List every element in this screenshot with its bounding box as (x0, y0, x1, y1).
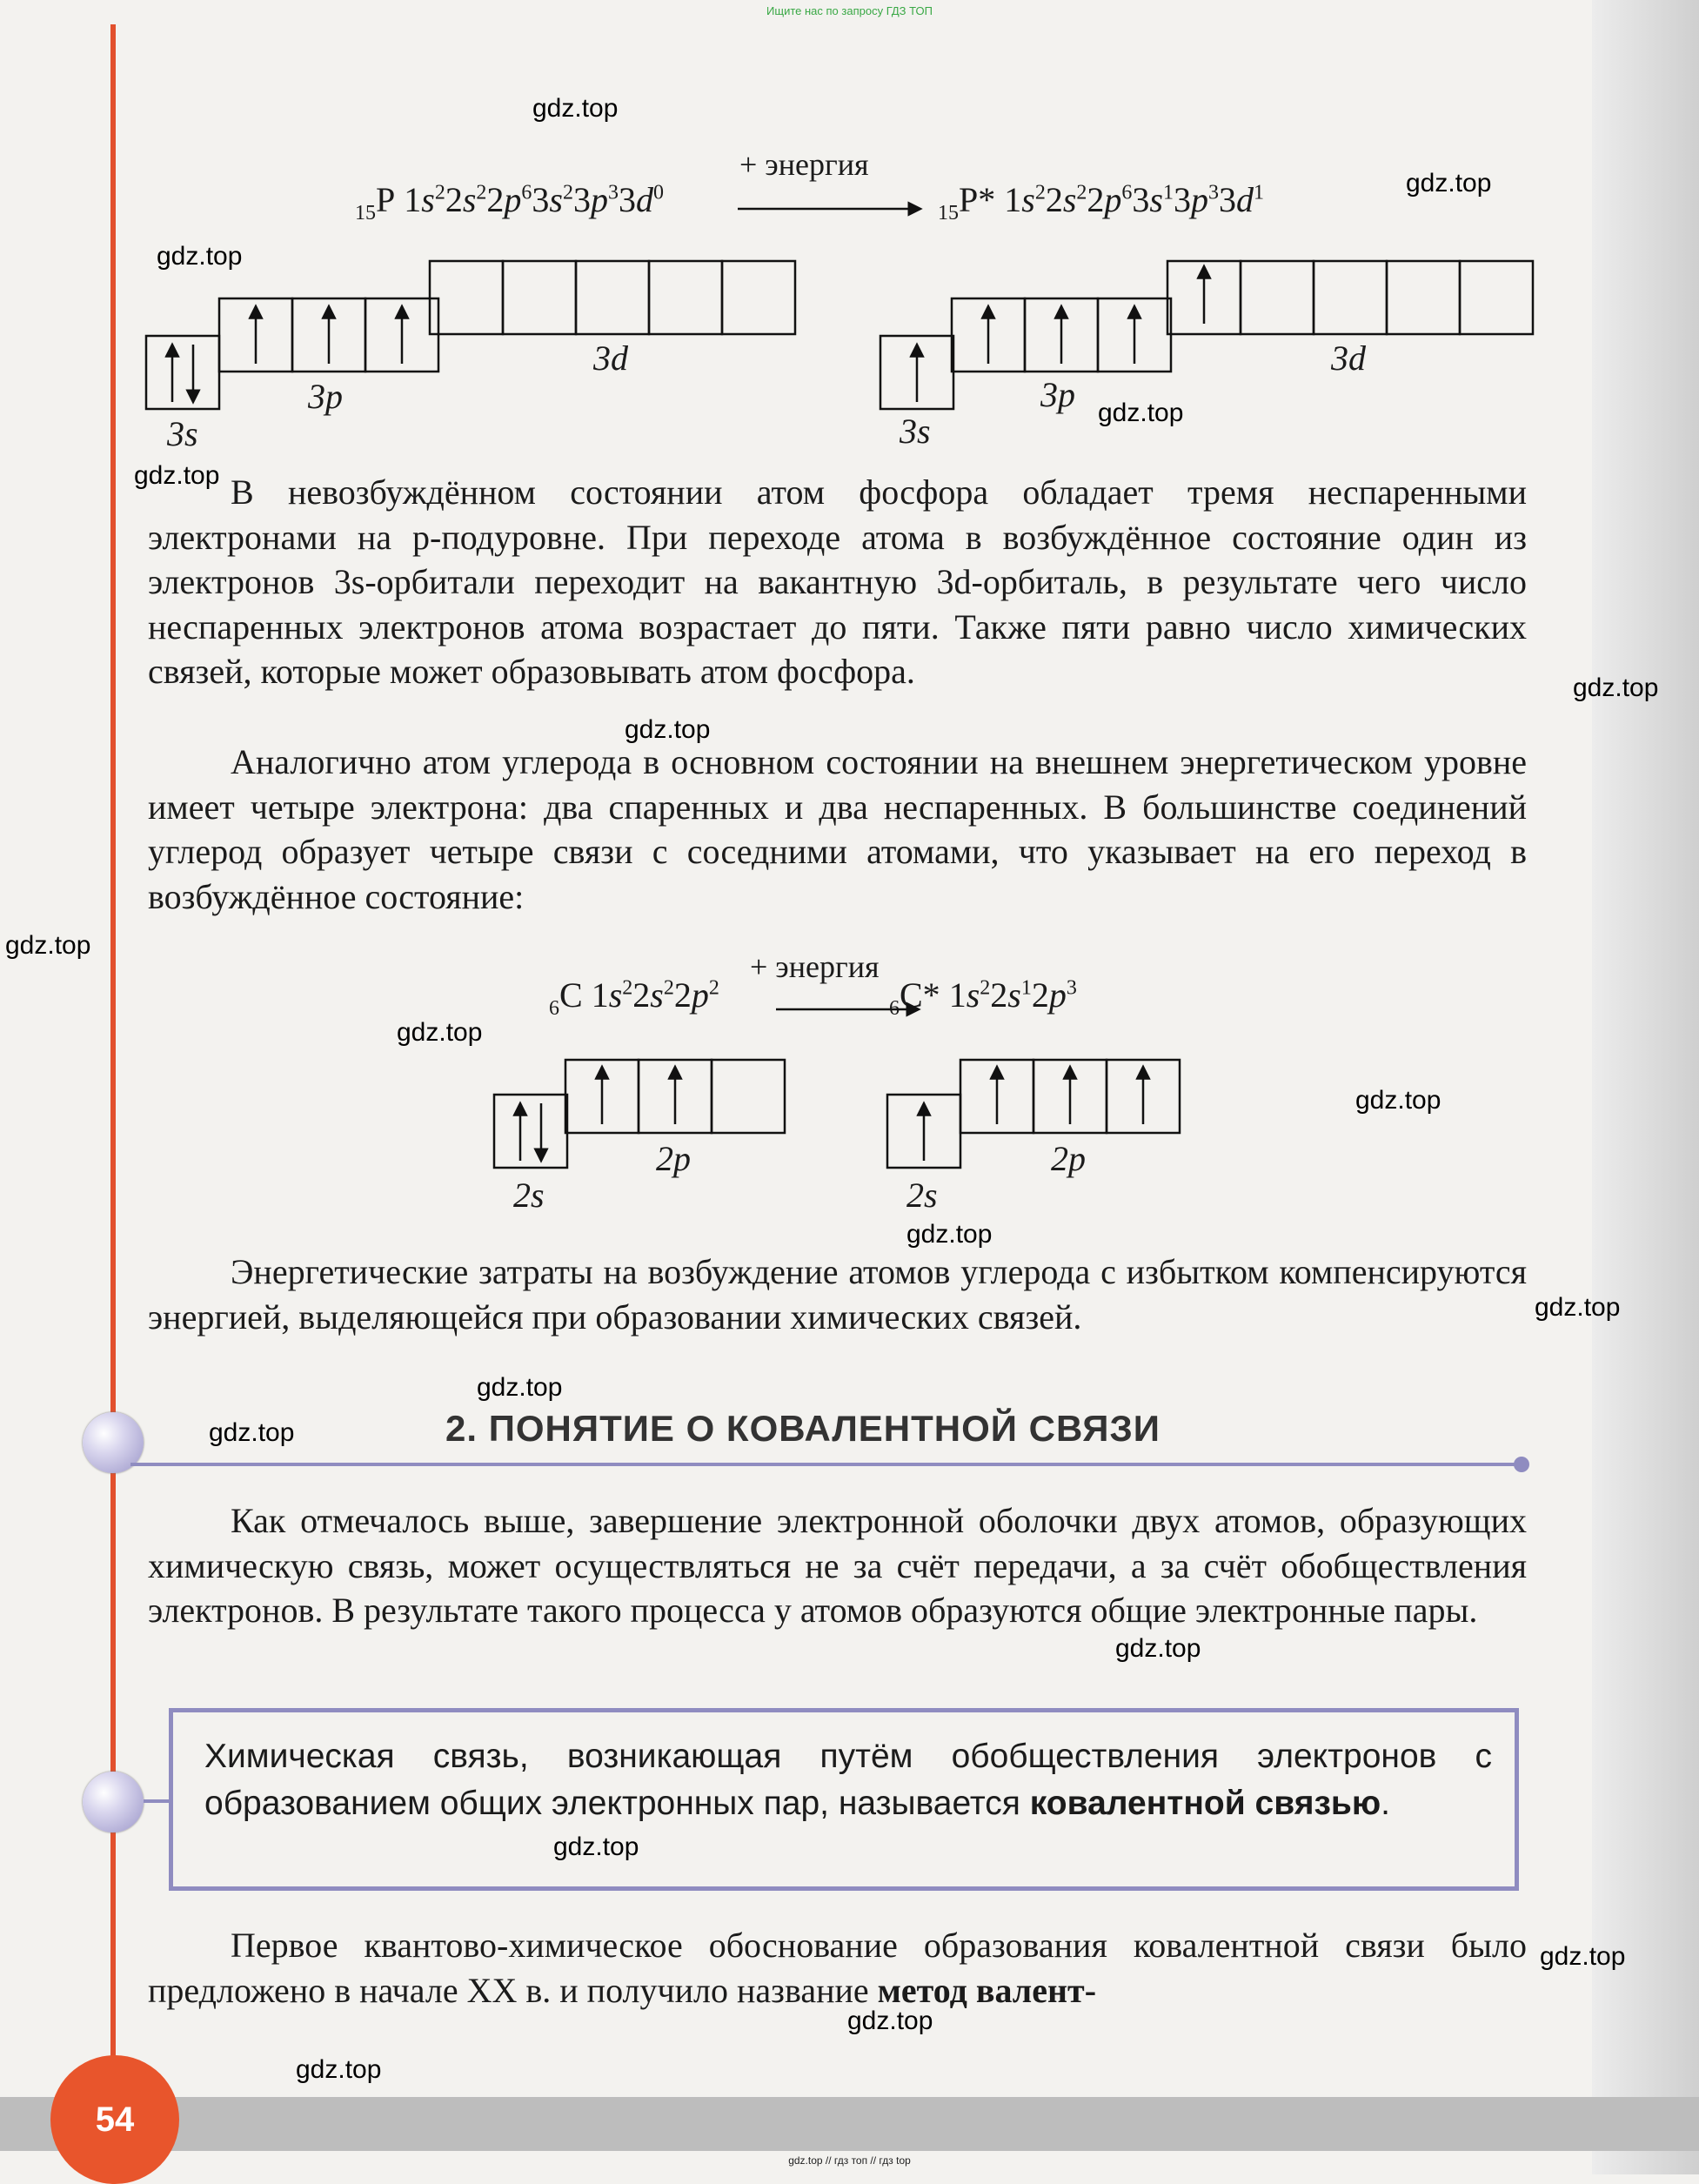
orbital-occupancy: 3 (1207, 181, 1219, 204)
definition-bullet (83, 1772, 144, 1832)
orbital-letter: s (421, 180, 435, 219)
method-term: метод валент- (877, 1970, 1097, 2010)
orbital-letter: d (1235, 180, 1254, 219)
orbital-letter: s (549, 180, 563, 219)
orbital-letter: p (691, 975, 709, 1015)
c-excited-2s-label: 2s (906, 1176, 938, 1215)
bottom-note: gdz.top // гдз топ // гдз top (788, 2154, 911, 2167)
orbital-letter: p (1104, 180, 1122, 219)
orbital-occupancy: 1 (1020, 976, 1032, 1000)
orbital-level: 3 (1173, 180, 1191, 219)
orbital-letter: s (1149, 180, 1163, 219)
orbital-letter: s (608, 975, 623, 1015)
orbital-letter: s (1062, 180, 1077, 219)
orbital-occupancy: 3 (1066, 976, 1077, 1000)
orbital-letter: p (1190, 180, 1208, 219)
top-note: Ищите нас по запросу ГДЗ ТОП (766, 4, 933, 17)
c-ground-2s-label: 2s (513, 1176, 545, 1215)
orbital-occupancy: 6 (1121, 181, 1133, 204)
p-ground-3d-label: 3d (593, 338, 628, 378)
p-excited-3p-label: 3p (1040, 375, 1075, 414)
phosphorus-excited-formula: $_{15}$P* $1s^22s^22p^63s^13p^33d^1$ (938, 180, 1264, 224)
paragraph-method: Первое квантово-химическое обоснование образования ковалентной связи было предложено в начале XX в. и получило название метод валент- (148, 1926, 1527, 2010)
section-title: 2. ПОНЯТИЕ О КОВАЛЕНТНОЙ СВЯЗИ (445, 1408, 1161, 1449)
watermark: gdz.top (1535, 1293, 1621, 1322)
orbital-level: 3 (572, 180, 591, 219)
orbital-occupancy: 0 (652, 181, 664, 204)
orbital-occupancy: 1 (1253, 181, 1264, 204)
watermark: gdz.top (847, 2006, 933, 2035)
orbital-occupancy: 2 (622, 976, 633, 1000)
orbital-level: 1 (591, 975, 609, 1015)
definition-connector (144, 1799, 171, 1803)
orbital-letter: p (1048, 975, 1067, 1015)
orbital-level: 2 (990, 975, 1008, 1015)
orbital-occupancy: 2 (476, 181, 487, 204)
p-excited-3s-label: 3s (900, 412, 931, 451)
orbital-occupancy: 3 (607, 181, 619, 204)
orbital-occupancy: 2 (562, 181, 573, 204)
carbon-excited-formula: $_6$C* $1s^22s^12p^3$ (889, 975, 1077, 1020)
orbital-letter: p (590, 180, 608, 219)
watermark: gdz.top (532, 94, 619, 123)
definition-term: ковалентной связью (1029, 1785, 1381, 1822)
orbital-occupancy: 2 (434, 181, 445, 204)
orbital-occupancy: 2 (708, 976, 719, 1000)
orbital-letter: s (462, 180, 477, 219)
orbital-level: 2 (486, 180, 505, 219)
orbital-letter: p (504, 180, 522, 219)
orbital-level: 2 (445, 180, 463, 219)
paragraph-phosphorus: В невозбуждённом состоянии атом фосфора обладает тремя неспаренными электронами на p-подуровне. При переходе атома в возбуждённое состояние один из электронов 3s-орбитали переходит на вакантную 3d-орбиталь, в результате чего число неспаренных электронов атома возрастает до пяти. Также пяти равно число химических связей, которые может образовывать атом фосфора. (148, 472, 1527, 691)
paragraph-energy: Энергетические затраты на возбуждение атомов углерода с избытком компенсируются энергией, выделяющейся при образовании химических связей. (148, 1252, 1527, 1337)
orbital-letter: s (966, 975, 980, 1015)
section-underline (130, 1463, 1518, 1466)
watermark: gdz.top (5, 931, 91, 960)
watermark: gdz.top (1355, 1086, 1441, 1115)
watermark: gdz.top (1115, 1634, 1201, 1663)
orbital-level: 3 (1218, 180, 1236, 219)
orbital-occupancy: 1 (1162, 181, 1174, 204)
orbital-level: 3 (1132, 180, 1150, 219)
phosphorus-excited-orbitals (880, 261, 1533, 409)
watermark: gdz.top (157, 242, 243, 271)
orbital-level: 2 (673, 975, 692, 1015)
orbital-level: 2 (1087, 180, 1105, 219)
orbital-occupancy: 6 (521, 181, 532, 204)
p-excited-3d-label: 3d (1331, 338, 1366, 378)
watermark: gdz.top (553, 1832, 639, 1861)
orbital-level: 3 (618, 180, 636, 219)
watermark: gdz.top (397, 1018, 483, 1047)
orbital-level: 3 (532, 180, 550, 219)
watermark: gdz.top (1573, 673, 1659, 702)
orbital-occupancy: 2 (1076, 181, 1087, 204)
phosphorus-ground-orbitals (146, 261, 795, 409)
p-ground-3p-label: 3p (308, 377, 343, 416)
bottom-bar (0, 2097, 1699, 2151)
orbital-occupancy: 2 (980, 976, 991, 1000)
orbital-occupancy: 2 (1034, 181, 1046, 204)
watermark: gdz.top (296, 2055, 382, 2084)
carbon-energy-label: + энергия (750, 949, 880, 984)
orbital-letter: s (650, 975, 664, 1015)
orbital-occupancy: 2 (663, 976, 674, 1000)
orbital-level: 2 (632, 975, 651, 1015)
phosphorus-ground-formula: $_{15}$P $1s^22s^22p^63s^23p^33d^0$ (355, 180, 664, 224)
p-ground-3s-label: 3s (167, 414, 198, 453)
orbital-letter: d (635, 180, 653, 219)
watermark: gdz.top (1406, 169, 1492, 198)
watermark: gdz.top (209, 1418, 295, 1447)
orbital-letter: s (1007, 975, 1021, 1015)
c-excited-2p-label: 2p (1051, 1139, 1086, 1178)
phosphorus-energy-label: + энергия (739, 147, 869, 182)
orbital-level: 1 (948, 975, 967, 1015)
orbital-level: 1 (404, 180, 422, 219)
orbital-letter: s (1021, 180, 1035, 219)
carbon-ground-orbitals (494, 1060, 785, 1168)
carbon-excited-orbitals (887, 1060, 1180, 1168)
definition-text: Химическая связь, возникающая путём обобществления электронов с образованием общих электронных пар, называется ковалентной связью. (204, 1738, 1492, 1822)
page-number-badge: 54 (50, 2055, 179, 2184)
watermark: gdz.top (625, 715, 711, 744)
watermark: gdz.top (134, 461, 220, 490)
watermark: gdz.top (477, 1373, 563, 1402)
watermark: gdz.top (906, 1220, 993, 1249)
carbon-ground-electrons (520, 1072, 675, 1161)
paragraph-carbon: Аналогично атом углерода в основном состоянии на внешнем энергетическом уровне имеет четыре электрона: два спаренных и два неспаренных. В большинстве соединений углерод образует четыре связи с соседними атомами, что указывает на его переход в возбуждённое состояние: (148, 742, 1527, 916)
watermark: gdz.top (1540, 1942, 1626, 1971)
watermark: gdz.top (1098, 399, 1184, 427)
section-line-dot (1514, 1457, 1529, 1472)
orbital-level: 1 (1004, 180, 1022, 219)
carbon-ground-formula: $_6$C $1s^22s^22p^2$ (549, 975, 719, 1020)
phosphorus-ground-electrons (172, 312, 402, 402)
c-ground-2p-label: 2p (656, 1139, 691, 1178)
paragraph-covalent-intro: Как отмечалось выше, завершение электронной оболочки двух атомов, образующих химическую связь, может осуществляться не за счёт передачи, а за счёт обобществления электронов. В результате такого процесса у атомов образуются общие электронные пары. (148, 1501, 1527, 1630)
orbital-level: 2 (1045, 180, 1063, 219)
orbital-level: 2 (1031, 975, 1049, 1015)
